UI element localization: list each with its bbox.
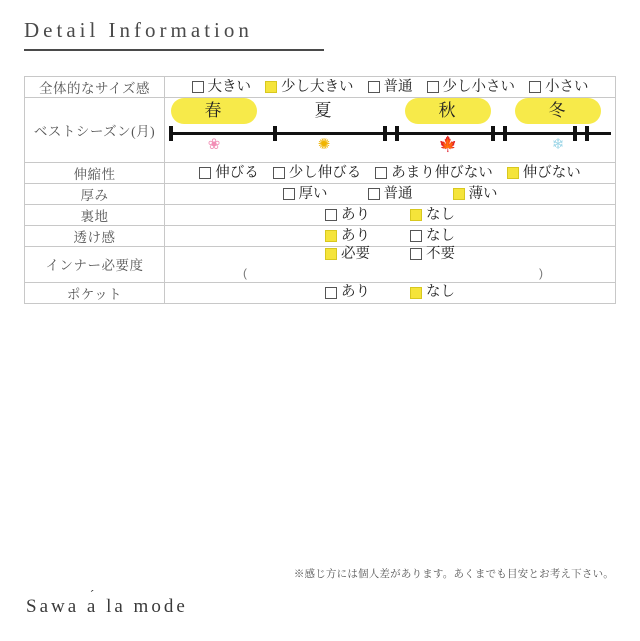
season-winter[interactable] xyxy=(515,98,601,152)
checkbox-icon[interactable] xyxy=(283,188,295,200)
checkbox-icon[interactable] xyxy=(410,209,422,221)
option-label: あり xyxy=(341,227,370,244)
option-item[interactable] xyxy=(325,285,370,300)
row-value xyxy=(165,163,616,184)
snowflake-icon: ❄ xyxy=(551,136,565,153)
checkbox-icon[interactable] xyxy=(368,81,380,93)
table-row xyxy=(25,205,616,226)
option-item[interactable] xyxy=(325,208,370,223)
checkbox-icon[interactable] xyxy=(410,248,422,260)
timeline-tick xyxy=(503,126,507,141)
row-label: インナー必要度 xyxy=(25,247,165,283)
option-item[interactable] xyxy=(410,208,455,223)
option-item[interactable] xyxy=(368,187,413,202)
option-group xyxy=(165,80,615,95)
option-item[interactable] xyxy=(368,80,413,95)
season-spring[interactable] xyxy=(171,98,257,152)
option-group xyxy=(165,229,615,244)
row-label: 透け感 xyxy=(25,226,165,247)
option-label: あり xyxy=(341,206,370,223)
disclaimer-note: ※感じ方には個人差があります。あくまでも目安とお考え下さい。 xyxy=(293,568,614,580)
brand-logo xyxy=(26,596,188,618)
checkbox-icon[interactable] xyxy=(325,287,337,299)
option-label: あり xyxy=(341,284,370,301)
option-label: 少し大きい xyxy=(281,78,354,95)
option-label: 薄い xyxy=(468,185,498,202)
row-value xyxy=(165,226,616,247)
option-label: 少し伸びる xyxy=(288,164,362,181)
option-item[interactable] xyxy=(410,285,455,300)
checkbox-icon[interactable] xyxy=(273,167,285,179)
maple-leaf-icon: 🍁 xyxy=(438,136,458,153)
option-item[interactable] xyxy=(375,166,493,181)
season-label: 冬 xyxy=(515,98,601,124)
table-row xyxy=(25,282,616,303)
option-label: 伸びる xyxy=(215,164,259,181)
option-group xyxy=(165,247,615,262)
option-label: なし xyxy=(426,206,455,223)
option-item[interactable] xyxy=(507,166,581,181)
option-item[interactable] xyxy=(325,247,370,262)
inner-note-row xyxy=(165,266,615,282)
option-group xyxy=(165,166,615,181)
table-row xyxy=(25,184,616,205)
brand-accent: a ´ xyxy=(87,596,98,617)
timeline-tick xyxy=(383,126,387,141)
option-label: あまり伸びない xyxy=(391,164,493,181)
option-label: 不要 xyxy=(426,246,455,262)
option-item[interactable] xyxy=(265,80,354,95)
spec-table xyxy=(24,76,616,304)
table-row xyxy=(25,247,616,283)
brand-pre: Sawa xyxy=(26,596,87,617)
checkbox-icon[interactable] xyxy=(325,248,337,260)
paren-open: ( xyxy=(243,265,247,280)
option-label: 大きい xyxy=(207,78,251,95)
checkbox-icon[interactable] xyxy=(192,81,204,93)
checkbox-icon[interactable] xyxy=(507,167,519,179)
checkbox-icon[interactable] xyxy=(410,287,422,299)
row-label: 全体的なサイズ感 xyxy=(25,77,165,98)
option-item[interactable] xyxy=(410,247,455,262)
row-value xyxy=(165,282,616,303)
checkbox-icon[interactable] xyxy=(325,209,337,221)
checkbox-icon[interactable] xyxy=(529,81,541,93)
paren-close: ) xyxy=(539,265,543,280)
table-row xyxy=(25,163,616,184)
row-label: 裏地 xyxy=(25,205,165,226)
table-row xyxy=(25,77,616,98)
option-label: なし xyxy=(426,284,455,301)
option-group xyxy=(165,187,615,202)
sunflower-icon: ✺ xyxy=(317,136,331,153)
option-item[interactable] xyxy=(427,80,516,95)
table-row-season xyxy=(25,98,616,163)
option-item[interactable] xyxy=(283,187,328,202)
checkbox-icon[interactable] xyxy=(410,230,422,242)
option-item[interactable] xyxy=(273,166,362,181)
row-value xyxy=(165,184,616,205)
row-label: 厚み xyxy=(25,184,165,205)
option-item[interactable] xyxy=(192,80,252,95)
season-timeline xyxy=(165,98,616,163)
checkbox-icon[interactable] xyxy=(265,81,277,93)
season-label: 春 xyxy=(171,98,257,124)
option-label: 少し小さい xyxy=(442,78,515,95)
season-label: 秋 xyxy=(405,98,491,124)
spec-table-wrapper xyxy=(24,76,616,304)
season-label: 夏 xyxy=(314,101,334,120)
timeline-tick xyxy=(395,126,399,141)
row-value xyxy=(165,247,616,283)
row-label: ベストシーズン(月) xyxy=(25,98,165,163)
checkbox-icon[interactable] xyxy=(199,167,211,179)
table-row xyxy=(25,226,616,247)
cherry-blossom-icon: ❀ xyxy=(207,136,221,153)
option-label: 必要 xyxy=(341,246,370,262)
season-summer[interactable] xyxy=(281,98,367,152)
option-item[interactable] xyxy=(453,187,498,202)
row-value xyxy=(165,205,616,226)
checkbox-icon[interactable] xyxy=(427,81,439,93)
row-value xyxy=(165,77,616,98)
option-label: 伸びない xyxy=(522,164,581,181)
season-track xyxy=(165,98,615,162)
timeline-tick xyxy=(491,126,495,141)
checkbox-icon[interactable] xyxy=(375,167,387,179)
season-autumn[interactable] xyxy=(405,98,491,152)
checkbox-icon[interactable] xyxy=(453,188,465,200)
option-item[interactable] xyxy=(325,229,370,244)
row-label: ポケット xyxy=(25,282,165,303)
option-label: 厚い xyxy=(298,185,328,202)
option-item[interactable] xyxy=(199,166,259,181)
option-label: 普通 xyxy=(383,185,413,202)
option-item[interactable] xyxy=(410,229,455,244)
checkbox-icon[interactable] xyxy=(368,188,380,200)
option-item[interactable] xyxy=(529,80,589,95)
brand-post: la mode xyxy=(98,596,188,617)
option-label: 普通 xyxy=(383,78,413,95)
page-title: Detail Information xyxy=(24,18,324,51)
option-label: なし xyxy=(426,227,455,244)
option-group xyxy=(165,285,615,300)
option-group xyxy=(165,208,615,223)
row-label: 伸縮性 xyxy=(25,163,165,184)
timeline-tick xyxy=(273,126,277,141)
checkbox-icon[interactable] xyxy=(325,230,337,242)
option-label: 小さい xyxy=(545,78,589,95)
